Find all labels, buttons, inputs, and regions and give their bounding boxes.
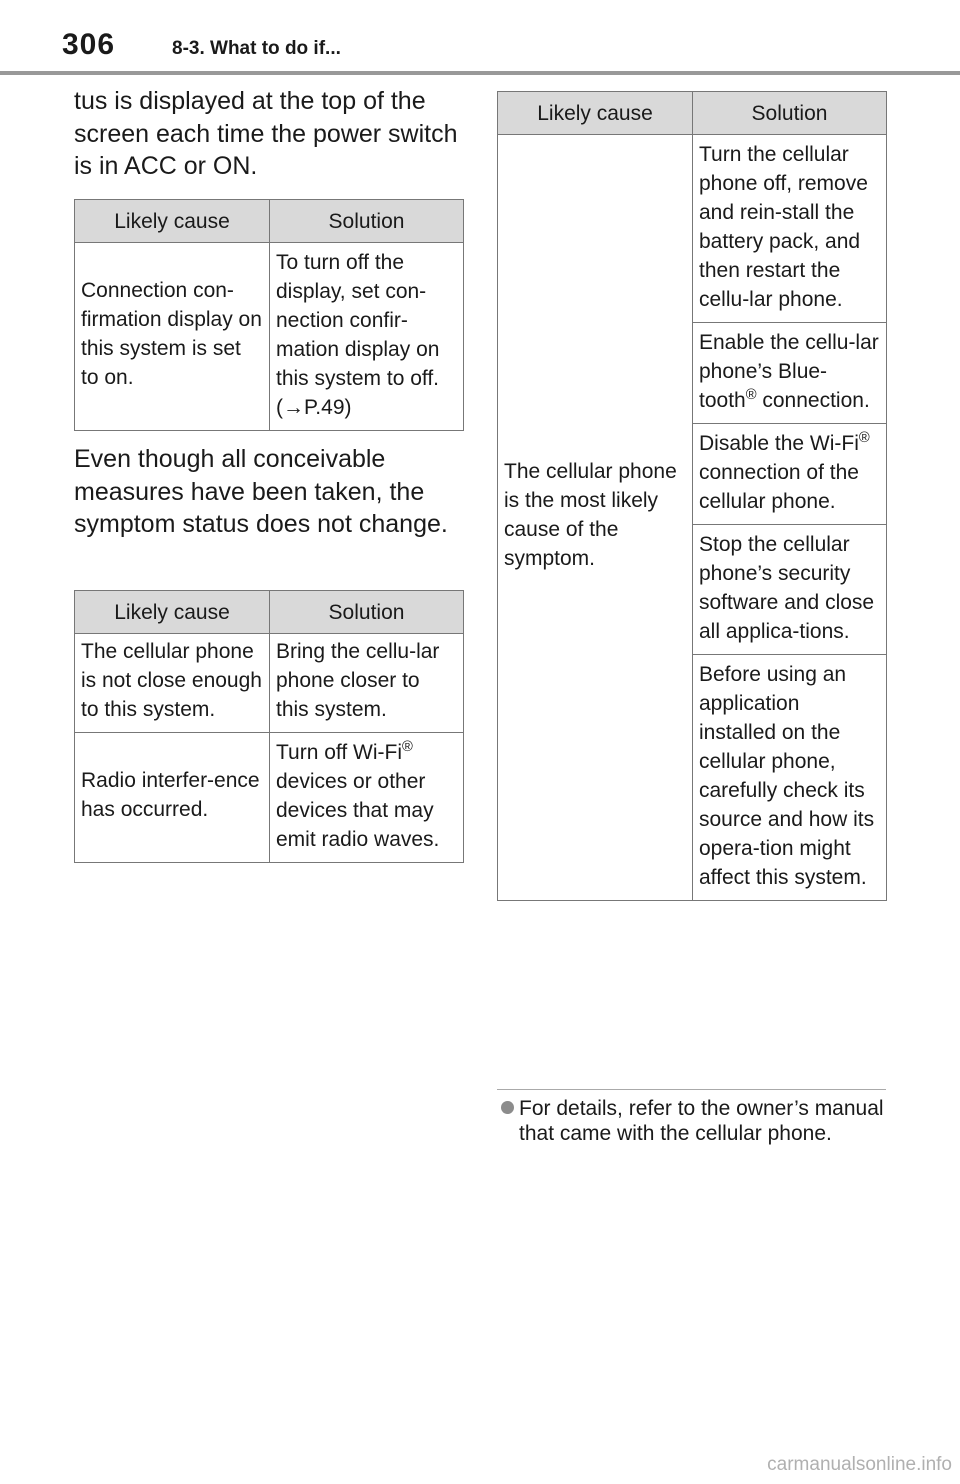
solution-text: Disable the Wi-Fi <box>699 432 859 455</box>
solution-cell <box>693 323 887 424</box>
solution-text: connection. <box>756 389 870 412</box>
intro-paragraph: tus is displayed at the top of the screen each time the power switch is in ACC or ON. <box>74 87 458 180</box>
table-row <box>75 733 464 863</box>
solution-cell <box>693 424 887 525</box>
note <box>501 1097 886 1146</box>
header-solution: Solution <box>693 92 887 135</box>
registered-mark: ® <box>858 430 870 446</box>
table-header-row <box>498 92 887 135</box>
page-number: 306 <box>62 28 116 61</box>
solution-cell: Stop the cellular phone’s security software and close all applica-tions. <box>693 525 887 655</box>
note-text: For details, refer to the owner’s manual that came with the cellular phone. <box>519 1097 884 1145</box>
solution-cell <box>270 733 464 863</box>
solution-text: Enable the cellu-lar phone’s Blue-tooth <box>699 331 879 412</box>
solution-text: devices or other devices that may emit radio waves. <box>276 770 440 851</box>
cause-cell: Radio interfer-ence has occurred. <box>75 733 270 863</box>
solution-cell: Turn the cellular phone off, remove and rein-stall the battery pack, and then restart the cellu-lar phone. <box>693 135 887 323</box>
header-likely-cause: Likely cause <box>75 200 270 243</box>
table-row <box>75 243 464 431</box>
cause-cell: The cellular phone is not close enough to this system. <box>75 634 270 733</box>
symptom-paragraph: Even though all conceivable measures have been taken, the symptom status does not change. <box>74 445 448 538</box>
solution-text: Turn off Wi-Fi <box>276 741 403 764</box>
solution-text: connection of the cellular phone. <box>699 461 859 513</box>
registered-mark: ® <box>745 387 757 403</box>
arrow-right-icon: → <box>283 396 304 419</box>
cause-cell: Connection con-firmation display on this system is set to on. <box>75 243 270 431</box>
header-likely-cause: Likely cause <box>498 92 693 135</box>
registered-mark: ® <box>402 739 413 755</box>
table-header-row <box>75 200 464 243</box>
table-row <box>75 634 464 733</box>
note-divider <box>497 1089 886 1090</box>
solution-cell <box>270 243 464 431</box>
header-divider <box>0 71 960 75</box>
solution-text: To turn off the display, set con-nection confir-mation display on this system to off. ( <box>276 251 440 419</box>
section-title: 8-3. What to do if... <box>172 38 341 59</box>
solution-cell: Before using an application installed on the cellular phone, carefully check its source and how its opera-tion might affect this system. <box>693 655 887 901</box>
watermark: carmanualsonline.info <box>767 1454 952 1475</box>
table-connection-confirmation <box>74 199 464 431</box>
table-row <box>498 135 887 323</box>
table-cellular-phone-cause <box>497 91 887 901</box>
page-reference-link[interactable]: P.49) <box>304 396 352 419</box>
table-symptom-status <box>74 590 464 863</box>
cause-cell: The cellular phone is the most likely cause of the symptom. <box>498 135 693 901</box>
header-solution: Solution <box>270 200 464 243</box>
table-header-row <box>75 591 464 634</box>
solution-cell: Bring the cellu-lar phone closer to this system. <box>270 634 464 733</box>
header-likely-cause: Likely cause <box>75 591 270 634</box>
header-solution: Solution <box>270 591 464 634</box>
bullet-icon <box>501 1101 514 1114</box>
